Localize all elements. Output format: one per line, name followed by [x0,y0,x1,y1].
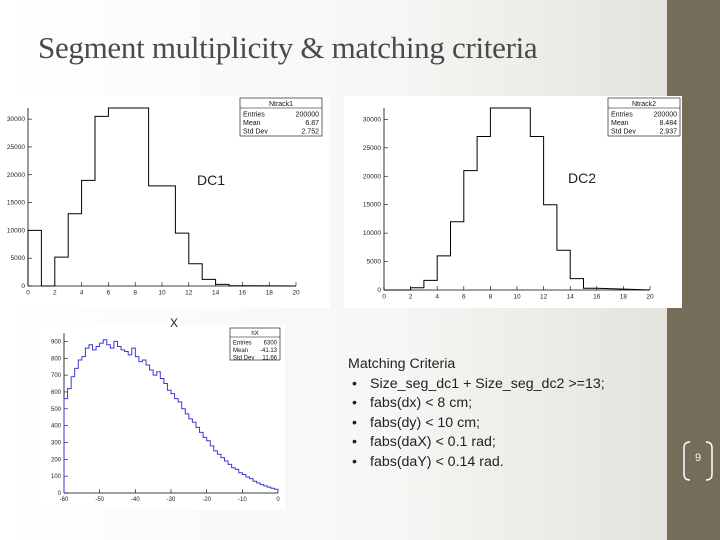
histogram-bar [82,180,95,286]
label-dc1: DC1 [197,172,226,188]
x-tick-label: 0 [26,289,30,297]
label-dc2: DC2 [568,170,597,186]
y-tick-label: 300 [50,440,61,447]
histogram-bar [132,348,136,493]
histogram-bar [110,348,114,493]
histogram-bar [108,108,121,286]
histogram-bar [182,409,186,493]
x-tick-label: 16 [238,289,247,297]
histogram-bar [189,419,193,493]
stats-title: hX [251,331,259,337]
histogram-bar [93,350,97,493]
y-tick-label: 400 [50,423,61,430]
histogram-bar [189,264,202,286]
y-tick-label: 200 [50,457,61,464]
histogram-bar [175,399,179,493]
histogram-bar [178,402,182,493]
y-tick-label: 15000 [6,199,25,207]
histogram-bar [253,481,257,493]
histogram-bar [196,427,200,493]
stats-label: Std Dev [611,128,636,136]
histogram-bar [246,477,250,493]
histogram-bar [239,473,243,493]
x-tick-label: 2 [408,293,413,301]
stats-label: Std Dev [243,128,268,136]
histogram-bar [118,346,122,493]
x-tick-label: -10 [237,497,247,503]
y-tick-label: 20000 [362,173,381,181]
y-tick-label: 500 [50,406,61,413]
matching-criteria [348,355,668,472]
y-tick-label: 600 [50,389,61,396]
y-tick-label: 20000 [6,171,25,179]
histogram-bar [203,437,207,493]
histogram-bar [221,458,225,493]
histogram-bar [162,186,175,286]
histogram-bar [451,222,464,290]
histogram-bar [207,441,211,493]
histogram-bar [249,479,253,493]
histogram-bar [504,108,517,290]
histogram-bar [192,422,196,493]
stats-value: 200000 [653,111,677,119]
histogram-x [40,325,285,510]
histogram-bar [557,250,570,290]
stats-label: Entries [611,111,633,119]
y-tick-label: 0 [57,491,61,497]
stats-label: Entries [233,340,252,347]
histogram-bar [142,360,146,493]
x-tick-label: 16 [593,293,601,301]
stats-value: -41.13 [259,348,277,354]
x-tick-label: -40 [130,497,140,503]
histogram-bar [530,136,543,290]
x-tick-label: 10 [158,289,166,297]
histogram-bar [235,469,239,493]
stats-value: 11.66 [262,355,277,362]
histogram-bar [257,483,261,493]
y-tick-label: 0 [21,283,25,290]
histogram-bar [167,390,171,493]
histogram-bar [100,343,104,493]
histogram-bar [103,340,107,493]
histogram-bar [228,464,232,493]
x-tick-label: -50 [95,497,105,503]
y-tick-label: 900 [50,339,61,346]
stats-value: 8.484 [659,120,677,127]
x-tick-label: -60 [59,497,69,503]
histogram-bar [225,461,229,493]
stats-title: Ntrack2 [631,101,657,108]
histogram-bar [271,488,275,493]
histogram-bar [150,370,154,493]
histogram-bar [232,468,236,493]
x-tick-label: 4 [79,289,84,297]
criteria-item: • fabs(daY) < 0.14 rad. [348,453,668,473]
x-tick-label: 18 [619,293,628,301]
histogram-bar [121,350,125,493]
x-tick-label: 18 [265,289,273,297]
histogram-bar [267,487,271,493]
histogram-bar [107,345,111,493]
histogram-outline [64,340,278,493]
x-tick-label: 8 [133,289,138,297]
histogram-bar [55,257,68,286]
histogram-bar [125,352,129,493]
stats-value: 200000 [295,111,319,119]
histogram-bar [171,394,175,493]
histogram-ntrack2-panel [344,96,682,308]
x-tick-label: 14 [566,293,574,301]
x-tick-label: -30 [166,497,176,503]
y-tick-label: 25000 [362,144,381,152]
histogram-bar [78,360,82,493]
histogram-bar [135,108,148,286]
histogram-bar [570,279,583,290]
histogram-bar [185,414,189,493]
histogram-bar [544,205,557,290]
histogram-bar [114,341,118,493]
histogram-bar [82,357,86,493]
histogram-bar [89,345,93,493]
x-tick-label: 8 [488,293,493,301]
histogram-bar [122,108,135,286]
x-tick-label: 14 [211,289,220,297]
y-tick-label: 30000 [362,116,381,124]
histogram-bar [139,362,143,493]
histogram-ntrack1-panel [0,96,330,308]
histogram-bar [437,256,450,290]
histogram-bar [424,280,437,290]
x-tick-label: 0 [382,293,386,301]
histogram-x-panel [40,325,285,510]
stats-value: 2.752 [301,128,319,136]
histogram-bar [160,378,164,493]
x-tick-label: 20 [646,293,654,301]
x-tick-label: 6 [106,289,111,297]
histogram-bar [242,474,246,493]
x-tick-label: 2 [52,289,57,297]
stats-value: 2.937 [659,128,677,136]
x-tick-label: 6 [461,293,466,301]
histogram-bar [477,136,490,290]
x-tick-label: 4 [435,293,440,301]
y-tick-label: 800 [50,356,61,363]
histogram-bar [214,451,218,493]
stats-label: Mean [611,120,629,127]
histogram-bar [146,365,150,493]
criteria-item: • fabs(daX) < 0.1 rad; [348,433,668,453]
y-tick-label: 0 [377,287,381,294]
stats-label: Entries [243,111,265,119]
histogram-bar [264,486,268,493]
stats-value: 6300 [263,340,277,347]
stats-label: Mean [233,348,249,354]
histogram-bar [274,489,278,493]
histogram-bar [68,389,72,493]
x-tick-label: 12 [185,289,193,297]
slide-title: Segment multiplicity & matching criteria [38,30,538,65]
histogram-bar [517,108,530,290]
histogram-bar [217,454,221,493]
stats-label: Std Dev [233,355,255,362]
x-tick-label: 0 [276,497,280,503]
label-x: X [170,316,179,330]
histogram-ntrack1 [0,96,330,308]
y-tick-label: 30000 [6,116,25,124]
histogram-bar [85,348,89,493]
y-tick-label: 10000 [362,230,381,238]
histogram-bar [64,399,68,493]
histogram-bar [464,171,477,290]
histogram-ntrack2 [344,96,682,308]
x-tick-label: 10 [513,293,521,301]
histogram-bar [71,377,75,493]
histogram-bar [96,346,100,493]
histogram-bar [153,375,157,493]
histogram-bar [175,233,188,286]
x-tick-label: 20 [292,289,300,297]
criteria-item: • fabs(dy) < 10 cm; [348,414,668,434]
x-tick-label: -20 [202,497,212,503]
criteria-list [348,375,668,473]
stats-label: Mean [243,120,261,127]
criteria-item: • fabs(dx) < 8 cm; [348,394,668,414]
histogram-bar [202,279,215,286]
y-tick-label: 5000 [10,255,25,263]
histogram-bar [75,368,79,493]
histogram-bar [68,214,81,286]
y-tick-label: 15000 [362,201,381,209]
y-tick-label: 700 [50,373,61,380]
x-tick-label: 12 [539,293,548,301]
histogram-bar [149,186,162,286]
histogram-bar [260,485,264,493]
histogram-bar [128,355,132,493]
histogram-bar [164,384,168,493]
criteria-item: • Size_seg_dc1 + Size_seg_dc2 >=13; [348,375,668,395]
histogram-bar [490,108,503,290]
page-number: 9 [694,452,702,464]
stats-title: Ntrack1 [268,101,294,108]
y-tick-label: 25000 [6,143,25,151]
histogram-bar [210,446,214,493]
y-tick-label: 10000 [6,227,25,235]
y-tick-label: 100 [50,474,61,481]
y-tick-label: 5000 [366,258,381,266]
histogram-bar [157,372,161,493]
histogram-bar [135,357,139,493]
criteria-heading: Matching Criteria [348,356,456,372]
histogram-bar [95,116,108,286]
histogram-bar [200,432,204,493]
stats-value: 6.87 [305,120,319,127]
